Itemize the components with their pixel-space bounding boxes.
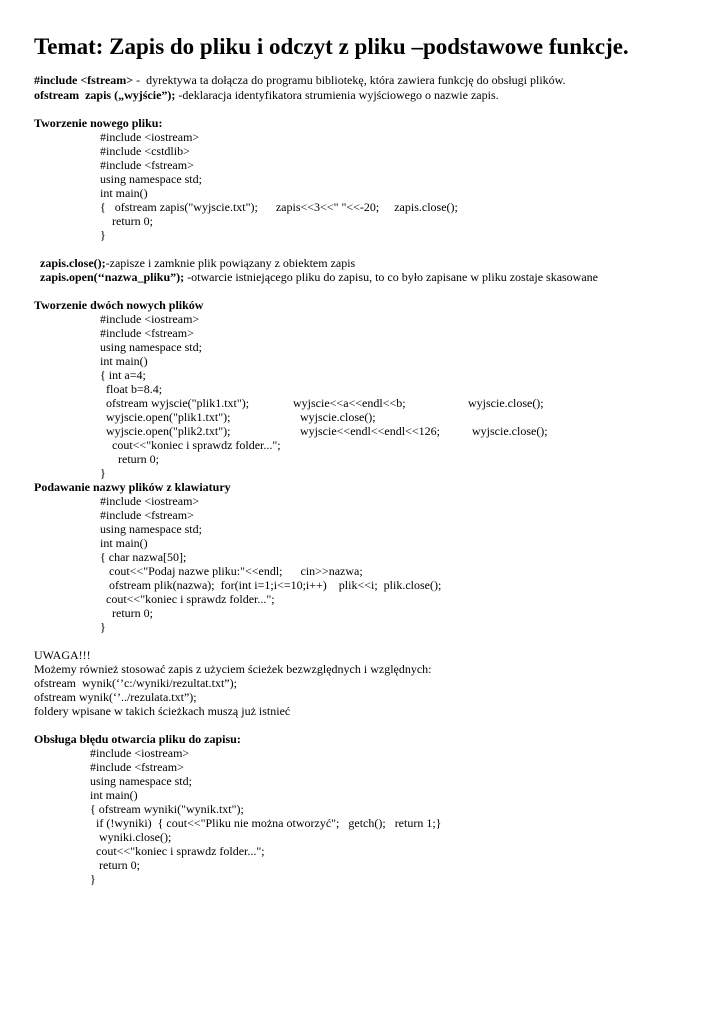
code-line: wyniki.close(); [90,830,172,844]
code-line: cout<<"koniec i sprawdz folder..."; [100,438,281,452]
code-line: float b=8.4; [100,382,163,396]
code-line: #include <cstdlib> [100,144,190,158]
close-line [40,256,355,270]
code-line: cout<<"Podaj nazwe pliku:"<<endl; cin>>nazwa; [100,564,363,578]
ofstream-line [34,88,499,102]
page-title: Temat: Zapis do pliku i odczyt z pliku –podstawowe funkcje. [34,34,629,59]
code-line: cout<<"koniec i sprawdz folder..."; [100,592,275,606]
code-line: cout<<"koniec i sprawdz folder..."; [90,844,265,858]
section-heading-new-file: Tworzenie nowego pliku: [34,116,163,130]
close-code: zapis.close(); [40,256,106,270]
code-line: ofstream wyjscie("plik1.txt"); [100,396,250,410]
code-column-2: wyjscie<<a<<endl<<b; [293,396,406,410]
note-heading: UWAGA!!! [34,648,91,662]
code-column-3: wyjscie.close(); [472,424,548,438]
code-line: } [100,228,106,242]
code-line: if (!wyniki) { cout<<"Pliku nie można otworzyć"; getch(); return 1;} [90,816,442,830]
code-line: #include <iostream> [90,746,190,760]
code-column-2: wyjscie.close(); [300,410,376,424]
code-line: int main() [100,536,148,550]
note-line: foldery wpisane w takich ścieżkach muszą już istnieć [34,704,291,718]
note-line: ofstream wynik(‘’../rezulata.txt”); [34,690,197,704]
open-line [40,270,598,284]
code-line: } [100,466,106,480]
code-line: { ofstream zapis("wyjscie.txt"); zapis<<3<<" "<<-20; zapis.close(); [100,200,458,214]
code-line: return 0; [100,214,153,228]
section-heading-two-files: Tworzenie dwóch nowych plików [34,298,204,312]
code-line: { ofstream wyniki("wynik.txt"); [90,802,244,816]
note-line: ofstream wynik(‘’c:/wyniki/rezultat.txt”); [34,676,237,690]
section-heading-keyboard: Podawanie nazwy plików z klawiatury [34,480,231,494]
ofstream-description: -deklaracja identyfikatora strumienia wyjściowego o nazwie zapis. [175,88,499,102]
include-line [34,73,566,87]
code-line: using namespace std; [100,522,202,536]
code-line: #include <fstream> [100,326,194,340]
code-line: wyjscie.open("plik2.txt"); [100,424,231,438]
code-line: #include <fstream> [90,760,184,774]
note-line: Możemy również stosować zapis z użyciem ścieżek bezwzględnych i względnych: [34,662,432,676]
code-line: } [100,620,106,634]
code-line: ofstream plik(nazwa); for(int i=1;i<=10;i++) plik<<i; plik.close(); [100,578,442,592]
code-line: #include <iostream> [100,312,200,326]
section-heading-error: Obsługa błędu otwarcia pliku do zapisu: [34,732,241,746]
code-column-2: wyjscie<<endl<<endl<<126; [300,424,440,438]
code-line: #include <iostream> [100,494,200,508]
code-line: int main() [100,354,148,368]
close-description: -zapisze i zamknie plik powiązany z obiektem zapis [105,256,356,270]
code-line: wyjscie.open("plik1.txt"); [100,410,231,424]
include-code: #include <fstream> [34,73,134,87]
code-line: using namespace std; [100,340,202,354]
code-line: #include <fstream> [100,508,194,522]
code-line: return 0; [90,858,140,872]
code-line: int main() [90,788,138,802]
code-line: using namespace std; [100,172,202,186]
code-line: using namespace std; [90,774,192,788]
ofstream-code: ofstream zapis („wyjście”); [34,88,176,102]
code-line: } [90,872,96,886]
code-line: #include <fstream> [100,158,194,172]
code-line: return 0; [100,606,153,620]
code-line: int main() [100,186,148,200]
code-line: { char nazwa[50]; [100,550,187,564]
code-line: return 0; [100,452,159,466]
open-code: zapis.open(‘‘nazwa_pliku”); [40,270,185,284]
code-line: { int a=4; [100,368,146,382]
include-description: - dyrektywa ta dołącza do programu bibliotekę, która zawiera funkcję do obsługi plików. [133,73,566,87]
code-column-3: wyjscie.close(); [468,396,544,410]
open-description: -otwarcie istniejącego pliku do zapisu, to co było zapisane w pliku zostaje skasowane [184,270,599,284]
code-line: #include <iostream> [100,130,200,144]
